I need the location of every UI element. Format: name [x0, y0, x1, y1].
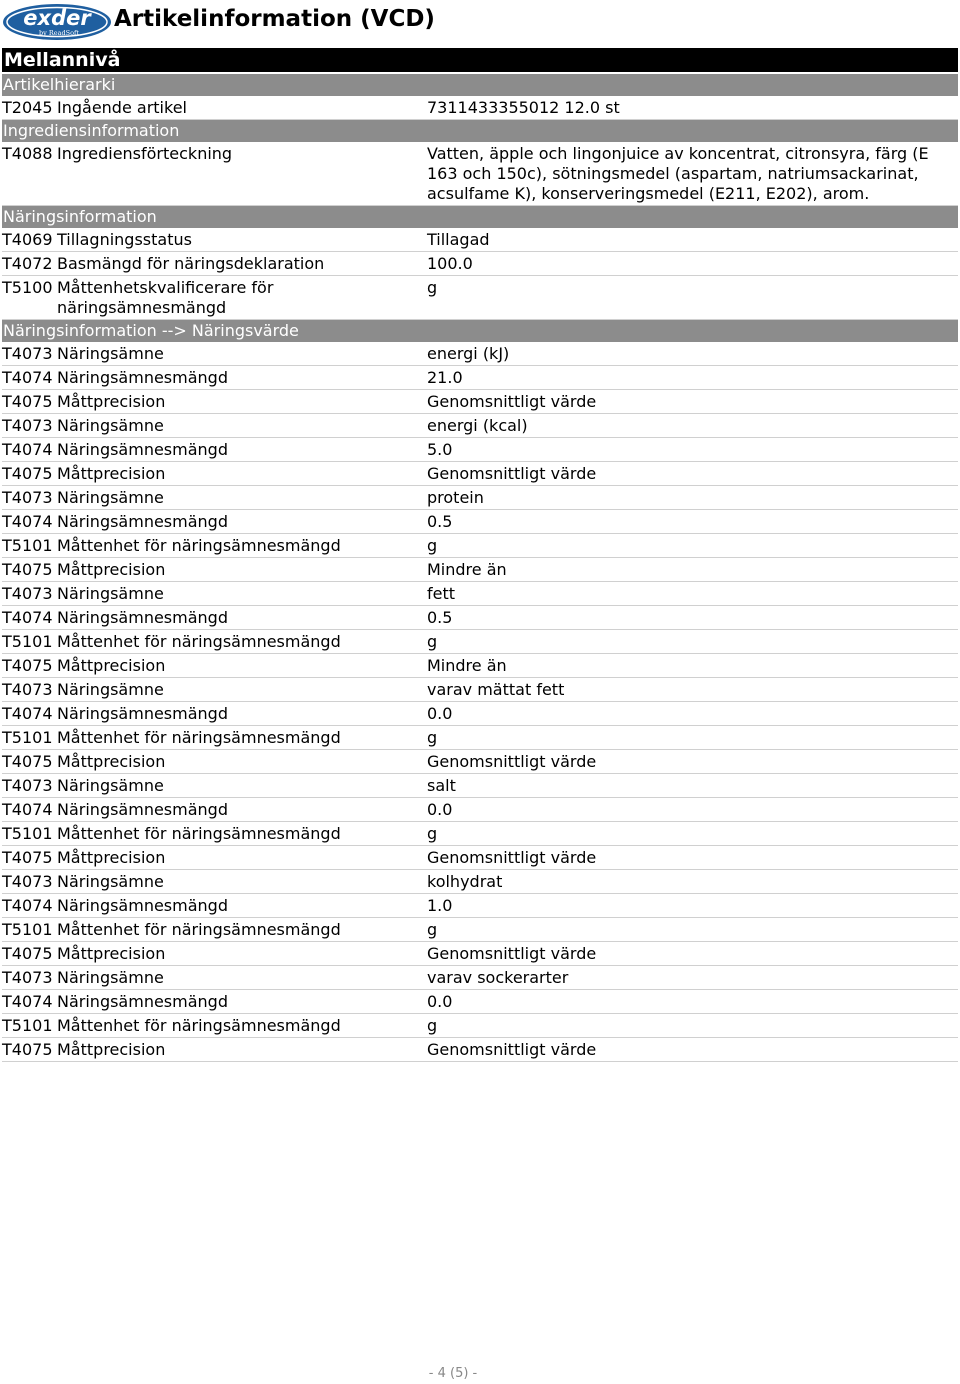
field-value: Genomsnittligt värde: [427, 464, 597, 483]
table-row: [2, 798, 958, 822]
field-value: varav mättat fett: [427, 680, 565, 699]
field-label: Näringsämnesmängd: [57, 896, 228, 915]
table-row: [2, 510, 958, 534]
field-label: Måttprecision: [57, 752, 166, 771]
field-code: T5101: [2, 920, 53, 939]
table-row: [2, 342, 958, 366]
field-code: T5101: [2, 536, 53, 555]
field-label: Ingrediensförteckning: [57, 144, 233, 163]
field-code: T4088: [2, 144, 53, 163]
section-header: Artikelhierarki: [2, 74, 958, 96]
field-label: Måttprecision: [57, 464, 166, 483]
field-label: Näringsämne: [57, 680, 164, 699]
field-value: Mindre än: [427, 560, 507, 579]
field-label: Måttprecision: [57, 944, 166, 963]
field-code: T4073: [2, 776, 53, 795]
field-code: T5101: [2, 824, 53, 843]
field-value: 0.0: [427, 800, 453, 819]
table-row: [2, 142, 958, 206]
field-value: protein: [427, 488, 484, 507]
table-row: [2, 726, 958, 750]
field-code: T4075: [2, 848, 53, 867]
field-value: g: [427, 632, 438, 651]
table-row: [2, 582, 958, 606]
table-row: [2, 228, 958, 252]
field-value: g: [427, 824, 438, 843]
field-value: 21.0: [427, 368, 463, 387]
field-code: T5100: [2, 278, 53, 297]
field-value: 1.0: [427, 896, 453, 915]
field-code: T4074: [2, 896, 53, 915]
field-value: varav sockerarter: [427, 968, 569, 987]
field-code: T4075: [2, 464, 53, 483]
field-label: Tillagningsstatus: [57, 230, 192, 249]
field-code: T4075: [2, 560, 53, 579]
section-header: Näringsinformation --> Näringsvärde: [2, 320, 958, 342]
field-code: T4073: [2, 584, 53, 603]
field-label: Näringsämnesmängd: [57, 800, 228, 819]
info-table: [2, 74, 958, 1062]
field-value: energi (kJ): [427, 344, 510, 363]
field-code: T5101: [2, 728, 53, 747]
field-label: Näringsämne: [57, 776, 164, 795]
field-code: T4075: [2, 752, 53, 771]
table-row: [2, 750, 958, 774]
field-value: Mindre än: [427, 656, 507, 675]
field-value: g: [427, 920, 438, 939]
table-row: [2, 918, 958, 942]
table-row: [2, 630, 958, 654]
table-row: [2, 702, 958, 726]
svg-text:exder: exder: [23, 6, 91, 30]
field-value: kolhydrat: [427, 872, 503, 891]
table-row: [2, 846, 958, 870]
field-label: Näringsämnesmängd: [57, 368, 228, 387]
field-code: T4075: [2, 944, 53, 963]
table-row: [2, 1038, 958, 1062]
field-label: Näringsämnesmängd: [57, 512, 228, 531]
field-value: Genomsnittligt värde: [427, 848, 597, 867]
field-value: Genomsnittligt värde: [427, 944, 597, 963]
field-label: Måttprecision: [57, 392, 166, 411]
section-header: Ingrediensinformation: [2, 120, 958, 142]
table-row: [2, 966, 958, 990]
table-row: [2, 678, 958, 702]
table-row: [2, 252, 958, 276]
field-code: T4072: [2, 254, 53, 273]
field-code: T4074: [2, 992, 53, 1011]
field-label: Måttenhet för näringsämnesmängd: [57, 920, 341, 939]
table-row: [2, 534, 958, 558]
table-row: [2, 822, 958, 846]
field-value: 0.5: [427, 512, 453, 531]
field-code: T4074: [2, 440, 53, 459]
table-row: [2, 558, 958, 582]
field-label: Måttprecision: [57, 656, 166, 675]
exder-logo: [2, 3, 112, 45]
field-value: Genomsnittligt värde: [427, 392, 597, 411]
field-label: Näringsämnesmängd: [57, 440, 228, 459]
field-code: T4073: [2, 344, 53, 363]
field-label: Måttenhet för näringsämnesmängd: [57, 536, 341, 555]
table-row: [2, 414, 958, 438]
field-value: 5.0: [427, 440, 453, 459]
field-value: salt: [427, 776, 456, 795]
field-code: T4073: [2, 872, 53, 891]
field-label: Basmängd för näringsdeklaration: [57, 254, 325, 273]
field-label: Näringsämne: [57, 488, 164, 507]
field-label: Måttenhet för näringsämnesmängd: [57, 824, 341, 843]
page-header: [0, 0, 960, 44]
field-label: Näringsämnesmängd: [57, 704, 228, 723]
field-value: g: [427, 278, 438, 297]
field-label: Näringsämne: [57, 872, 164, 891]
field-code: T4073: [2, 680, 53, 699]
table-row: [2, 390, 958, 414]
table-row: [2, 96, 958, 120]
table-row: [2, 462, 958, 486]
table-row: [2, 1014, 958, 1038]
field-value: g: [427, 728, 438, 747]
field-code: T4074: [2, 512, 53, 531]
field-value: Tillagad: [427, 230, 490, 249]
field-value: Genomsnittligt värde: [427, 752, 597, 771]
field-value: 0.0: [427, 704, 453, 723]
field-code: T4075: [2, 656, 53, 675]
field-code: T4074: [2, 704, 53, 723]
field-value: g: [427, 536, 438, 555]
field-value: 0.5: [427, 608, 453, 627]
field-code: T5101: [2, 632, 53, 651]
table-row: [2, 486, 958, 510]
level-bar: Mellannivå: [2, 48, 958, 72]
field-code: T4073: [2, 488, 53, 507]
page-number: - 4 (5) -: [428, 1366, 478, 1381]
field-label: Måttprecision: [57, 1040, 166, 1059]
field-label: Näringsämne: [57, 584, 164, 603]
field-label: Måttenhet för näringsämnesmängd: [57, 632, 341, 651]
field-label: Näringsämne: [57, 344, 164, 363]
table-row: [2, 942, 958, 966]
field-value: 0.0: [427, 992, 453, 1011]
field-code: T4075: [2, 392, 53, 411]
field-code: T4074: [2, 608, 53, 627]
field-value: 7311433355012 12.0 st: [427, 98, 620, 117]
field-label: Måttenhetskvalificerare för näringsämnesmängd: [57, 278, 274, 317]
field-label: Näringsämne: [57, 416, 164, 435]
field-label: Näringsämnesmängd: [57, 992, 228, 1011]
field-label: Måttprecision: [57, 848, 166, 867]
field-code: T4069: [2, 230, 53, 249]
svg-text:by ReadSoft: by ReadSoft: [38, 29, 80, 37]
field-label: Måttenhet för näringsämnesmängd: [57, 728, 341, 747]
table-row: [2, 774, 958, 798]
field-label: Näringsämne: [57, 968, 164, 987]
table-row: [2, 606, 958, 630]
field-value: Vatten, äpple och lingonjuice av koncentrat, citronsyra, färg (E 163 och 150c), sötningsmedel (aspartam, natriumsackarinat, acsulfame K), konserveringsmedel (E211, E202), arom.: [427, 144, 929, 203]
field-code: T4074: [2, 800, 53, 819]
field-value: fett: [427, 584, 456, 603]
field-value: energi (kcal): [427, 416, 528, 435]
table-row: [2, 276, 958, 320]
field-value: g: [427, 1016, 438, 1035]
field-label: Näringsämnesmängd: [57, 608, 228, 627]
field-value: 100.0: [427, 254, 473, 273]
field-code: T4073: [2, 968, 53, 987]
field-code: T4075: [2, 1040, 53, 1059]
field-value: Genomsnittligt värde: [427, 1040, 597, 1059]
field-label: Måttenhet för näringsämnesmängd: [57, 1016, 341, 1035]
section-header: Näringsinformation: [2, 206, 958, 228]
table-row: [2, 870, 958, 894]
table-row: [2, 990, 958, 1014]
field-label: Måttprecision: [57, 560, 166, 579]
table-row: [2, 438, 958, 462]
field-code: T4073: [2, 416, 53, 435]
field-code: T4074: [2, 368, 53, 387]
field-label: Ingående artikel: [57, 98, 187, 117]
table-row: [2, 366, 958, 390]
table-row: [2, 654, 958, 678]
document-title: Artikelinformation (VCD): [114, 6, 435, 32]
table-row: [2, 894, 958, 918]
field-code: T5101: [2, 1016, 53, 1035]
field-code: T2045: [2, 98, 53, 117]
